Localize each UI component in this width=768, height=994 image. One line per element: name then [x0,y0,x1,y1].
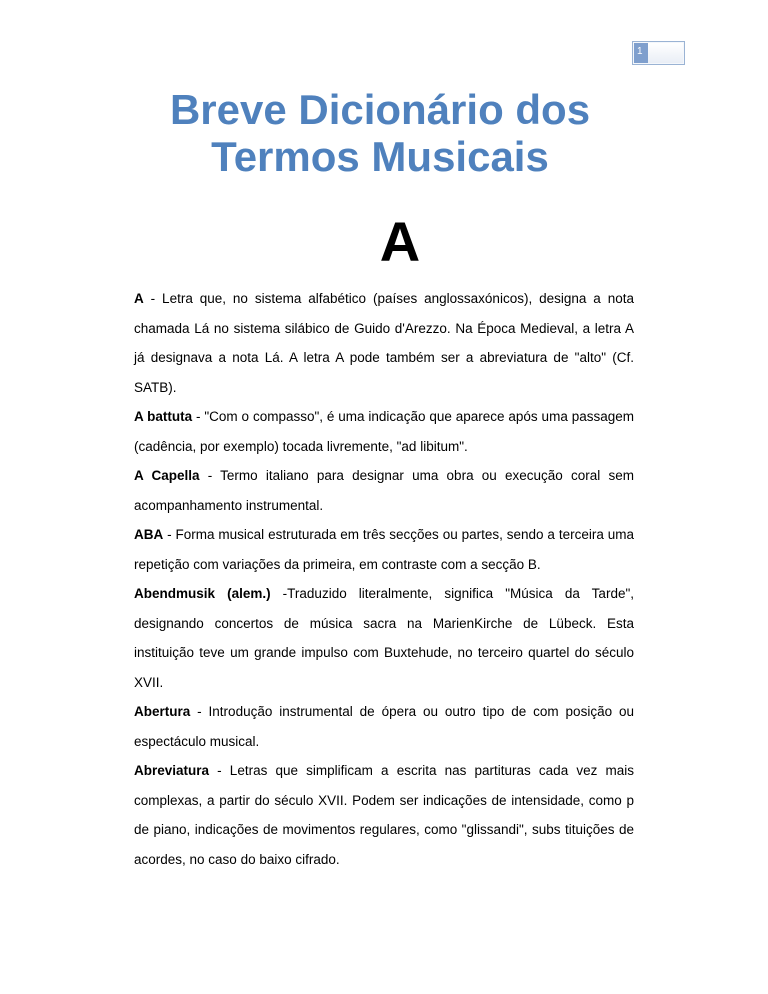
entry-definition: - "Com o compasso", é uma indicação que aparece após uma passagem (cadência, por exemplo) tocada livremente, "ad libitum". [134,409,634,454]
entry-term: Abendmusik (alem.) [134,586,271,601]
entry-definition: - Letras que simplificam a escrita nas partituras cada vez mais complexas, a partir do século XVII. Podem ser indicações de intensidade, como p de piano, indicações de movimentos regulares, como "glissandi", subs tituições de acordes, no caso do baixo cifrado. [134,763,634,867]
entry-term: A battuta [134,409,193,424]
entry-term: A Capella [134,468,200,483]
entry-term: ABA [134,527,164,542]
entry-definition: - Introdução instrumental de ópera ou outro tipo de com posição ou espectáculo musical. [134,704,634,749]
entry-abreviatura [134,756,634,874]
entry-a-capella [134,461,634,520]
dictionary-entries [134,284,634,874]
entry-a [134,284,634,402]
entry-definition: - Forma musical estruturada em três secções ou partes, sendo a terceira uma repetição com variações da primeira, em contraste com a secção B. [134,527,634,572]
entry-definition: -Traduzido literalmente, significa "Música da Tarde", designando concertos de música sacra na MarienKirche de Lübeck. Esta instituição teve um grande impulso com Buxtehude, no terceiro quartel do século XVII. [134,586,634,690]
section-letter-heading: A [379,210,421,273]
title-line-1: Breve Dicionário dos [169,86,591,133]
document-title [100,86,660,180]
title-line-2: Termos Musicais [211,133,549,180]
page-number-box [632,41,685,65]
page-number: 1 [637,46,643,57]
entry-term: A [134,291,144,306]
entry-definition: - Letra que, no sistema alfabético (países anglossaxónicos), designa a nota chamada Lá no sistema silábico de Guido d'Arezzo. Na Época Medieval, a letra A já designava a nota Lá. A letra A pode também ser a abreviatura de "alto" (Cf. SATB). [134,291,634,395]
entry-term: Abreviatura [134,763,210,778]
page-number-tab [634,43,648,63]
entry-term: Abertura [134,704,191,719]
entry-abendmusik [134,579,634,697]
entry-abertura [134,697,634,756]
page-number-panel [648,43,683,63]
entry-a-battuta [134,402,634,461]
entry-aba [134,520,634,579]
entry-definition: - Termo italiano para designar uma obra ou execução coral sem acompanhamento instrumental. [134,468,634,513]
